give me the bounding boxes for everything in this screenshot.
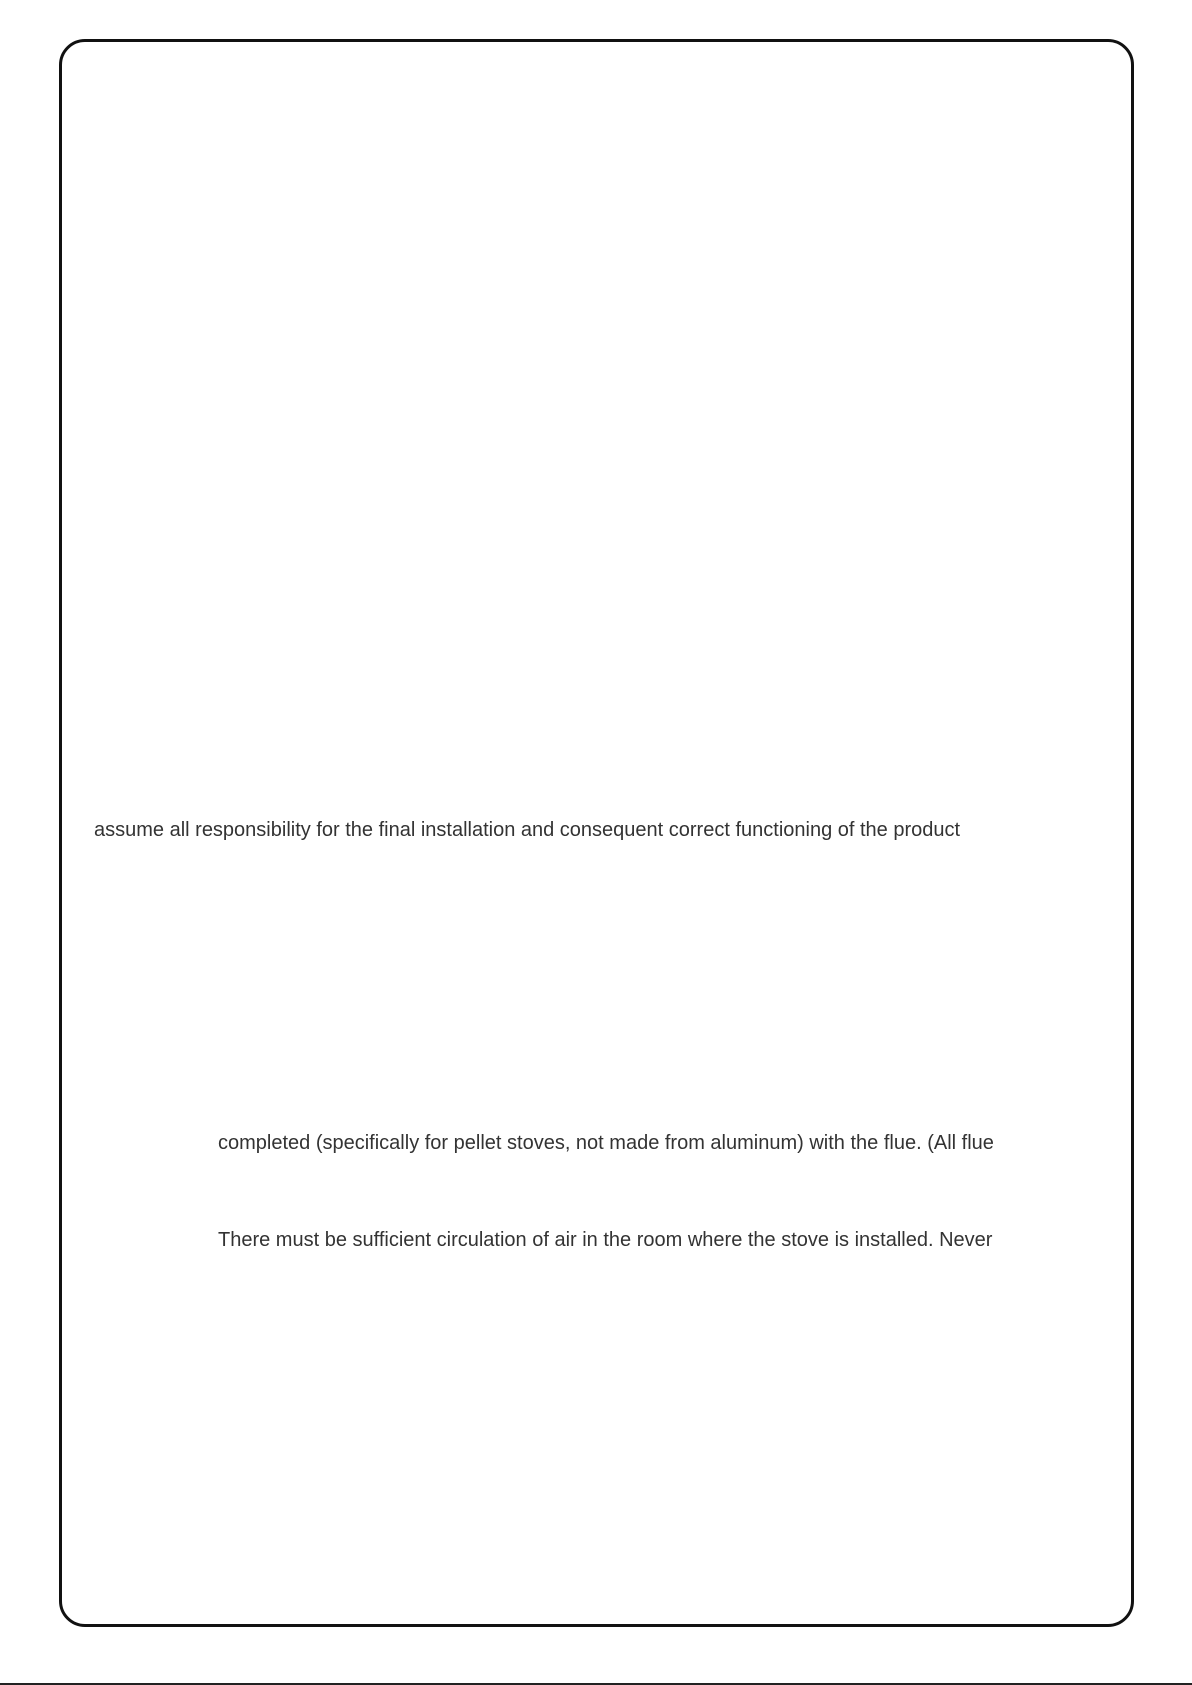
- text-line-air-circulation: There must be sufficient circulation of air in the room where the stove is installed. Never: [218, 1229, 993, 1251]
- text-line-flue: completed (specifically for pellet stoves, not made from aluminum) with the flue. (All flue: [218, 1132, 994, 1154]
- text-line-responsibility: assume all responsibility for the final installation and consequent correct functioning of the product: [94, 819, 961, 841]
